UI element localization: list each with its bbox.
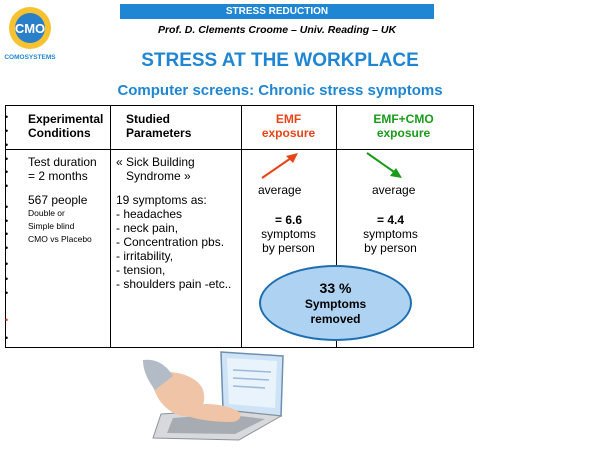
bullet: • [5, 126, 9, 136]
col2-text: « Sick Building Syndrome » 19 symptoms as: - headaches - neck pain, - Concentration pbs. - irritability, - tension, - shoulders pain -etc.. [116, 155, 232, 291]
col4-avg-label: average [372, 183, 416, 197]
page-subtitle: Computer screens: Chronic stress symptoms [117, 82, 443, 99]
bullet: • [5, 333, 9, 343]
bullet: • [5, 216, 9, 226]
bullet: • [5, 112, 9, 122]
col1-text: Test duration = 2 months 567 people Double or Simple blind CMO vs Placebo [28, 155, 97, 244]
author-name: Prof. D. Clements Croome [157, 24, 289, 36]
bullet: • [5, 140, 9, 150]
bullet: • [5, 181, 9, 191]
laptop-typing-photo [143, 350, 286, 442]
col1-header: Experimental Conditions [28, 112, 104, 140]
col4-header: EMF+CMO exposure [373, 112, 434, 140]
col4-result: = 4.4 symptoms by person [363, 213, 418, 255]
bullet: • [5, 288, 9, 298]
bullet: • [5, 243, 9, 253]
col3-avg-label: average [258, 183, 302, 197]
bullet: • [5, 202, 9, 212]
result-ellipse [259, 265, 412, 341]
bullet: • [5, 229, 9, 239]
col2-header: Studied Parameters [126, 112, 192, 140]
author-affiliation: – Univ. Reading – UK [291, 24, 397, 36]
bullet: • [5, 259, 9, 269]
svg-text:COMOSYSTEMS: COMOSYSTEMS [4, 54, 56, 61]
col3-result: = 6.6 symptoms by person [261, 213, 316, 255]
arrow-up-right-icon [258, 150, 304, 182]
result-percent: 33 % [319, 279, 352, 296]
col3-header: EMF exposure [261, 112, 316, 140]
header-banner: STRESS REDUCTION [120, 4, 434, 19]
author-line [120, 24, 434, 36]
bullet: • [5, 154, 9, 164]
bullet: • [5, 274, 9, 284]
result-label-1: Symptoms [304, 296, 367, 311]
bullet: • [5, 167, 9, 177]
table-divider [110, 106, 111, 347]
svg-text:CMO: CMO [14, 21, 46, 36]
arrow-down-right-icon [363, 150, 409, 182]
bullet: • [5, 315, 9, 325]
result-label-2: removed [310, 311, 361, 326]
page-title: STRESS AT THE WORKPLACE [141, 50, 419, 71]
